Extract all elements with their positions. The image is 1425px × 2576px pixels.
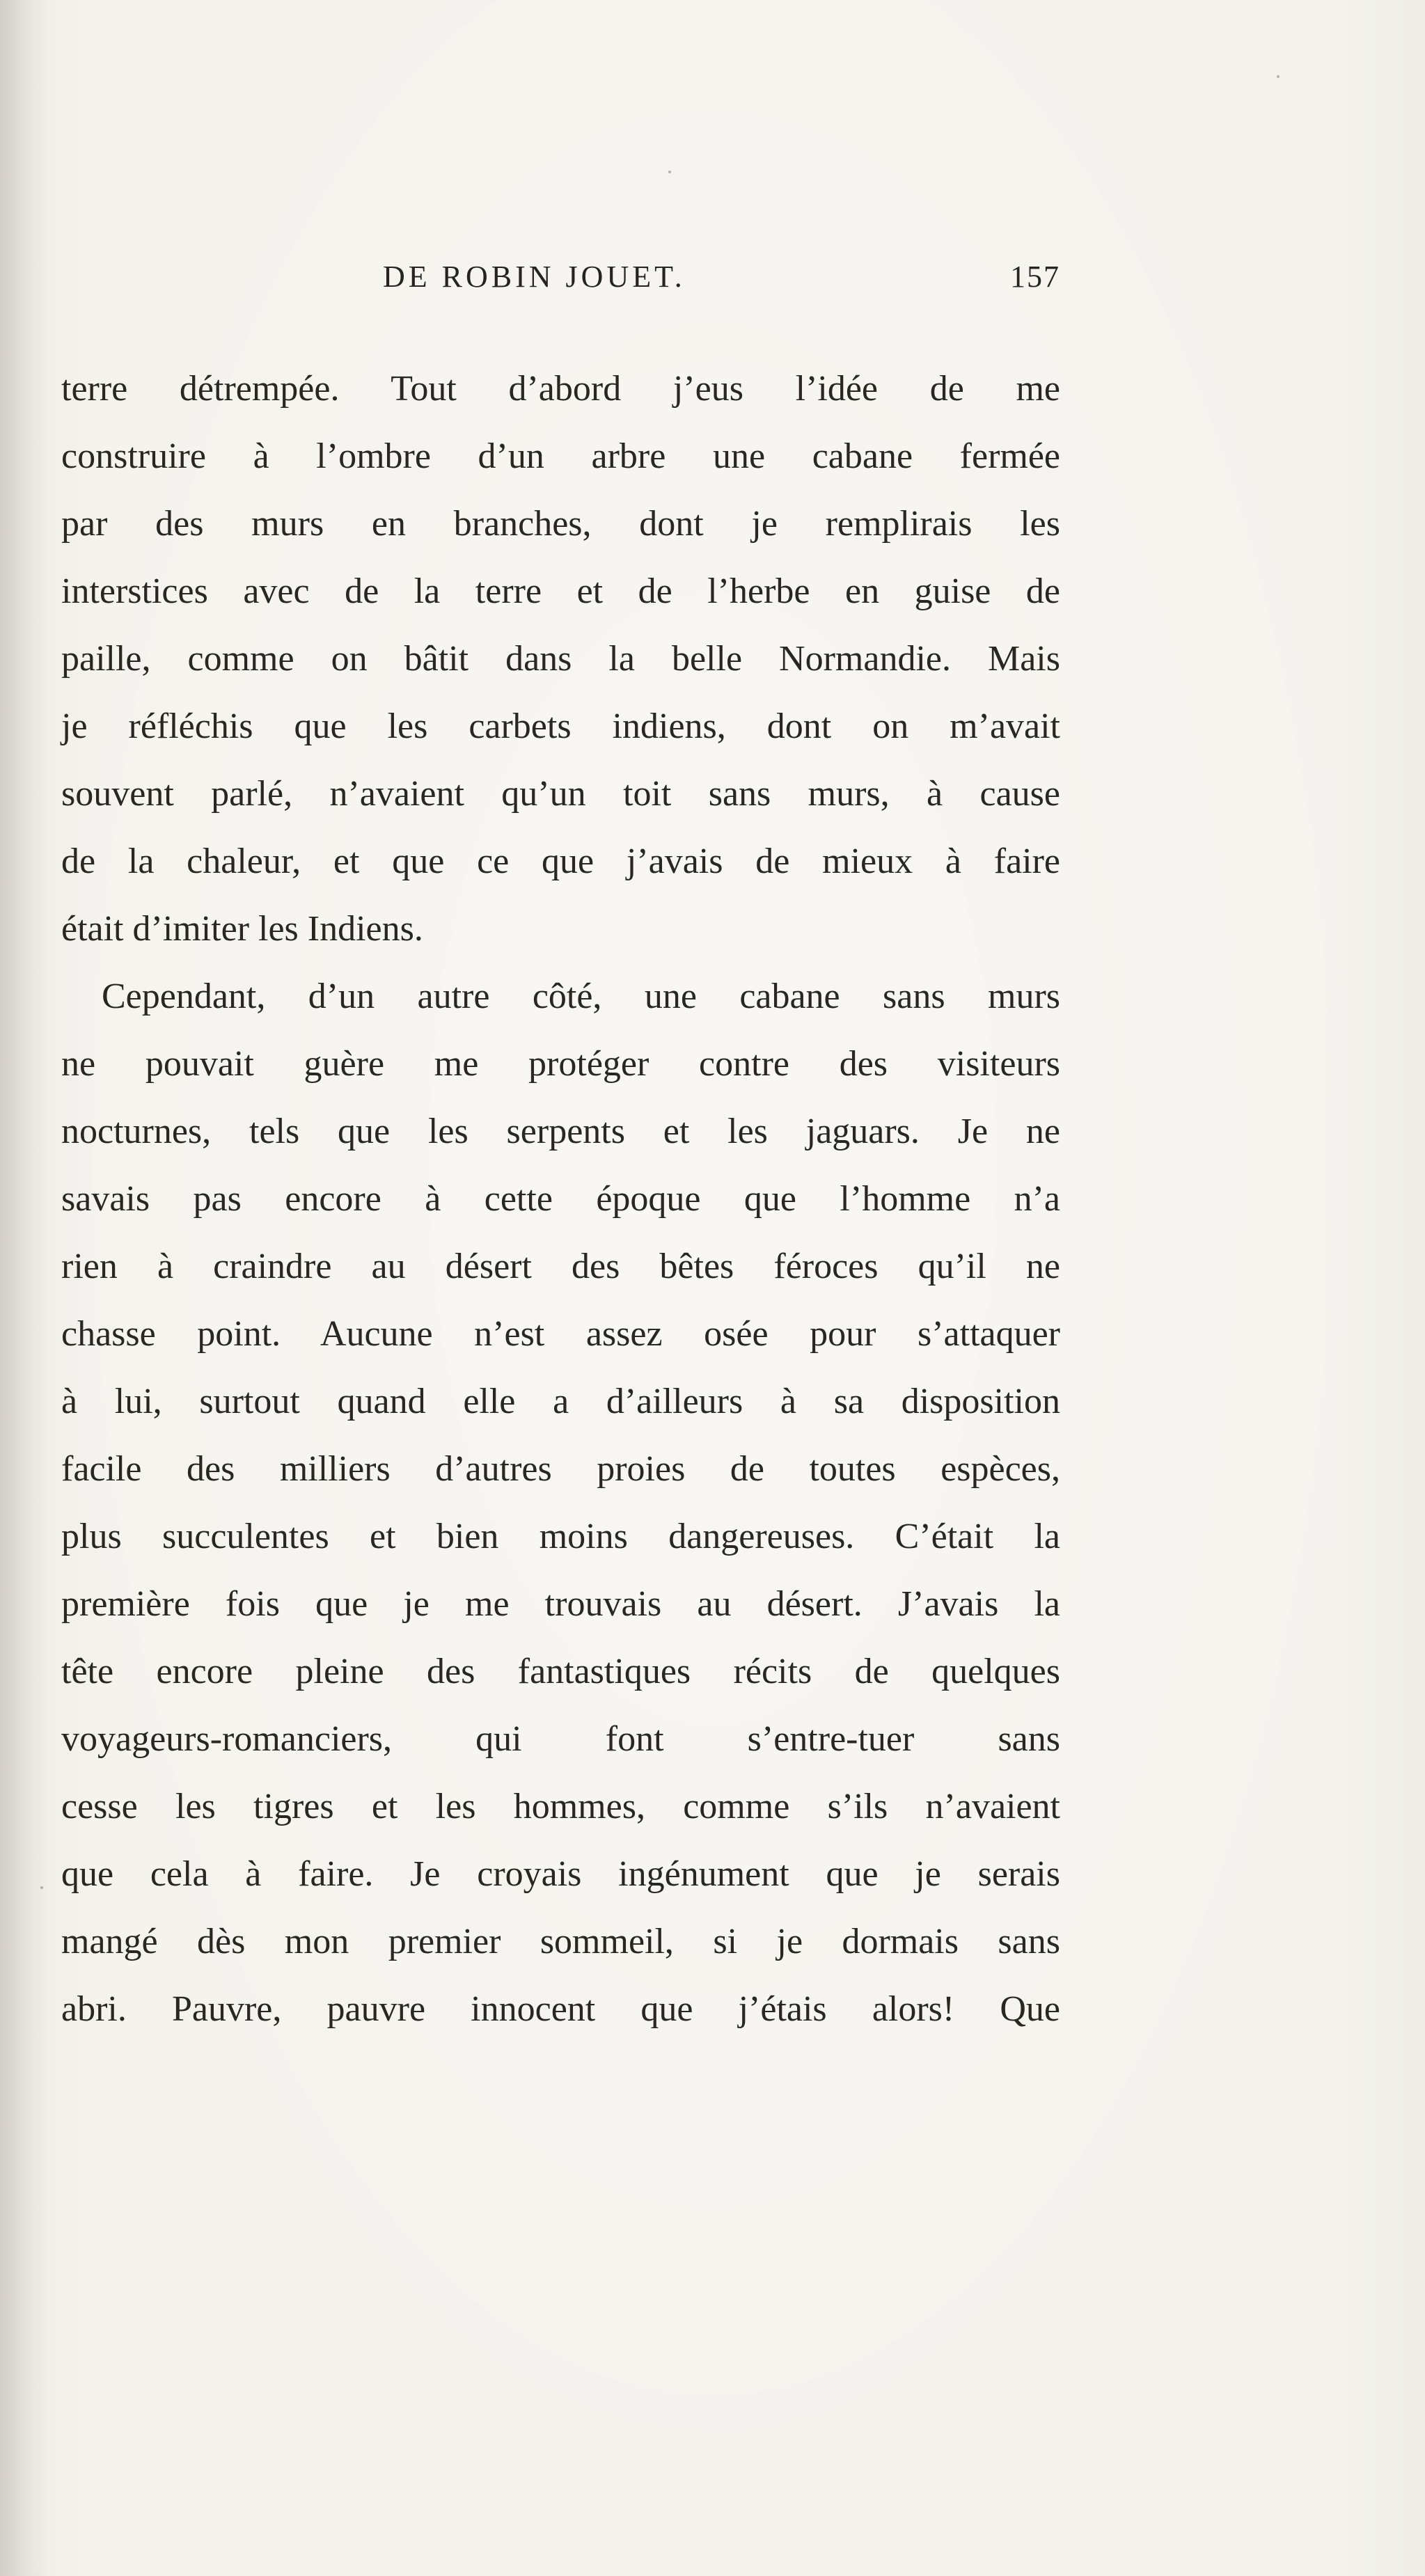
running-header <box>61 259 1060 301</box>
text-line: nocturnes, tels que les serpents et les jaguars. Je ne <box>61 1112 1060 1151</box>
text-line: abri. Pauvre, pauvre innocent que j’étais alors! Que <box>61 1989 1060 2029</box>
running-title: DE ROBIN JOUET. <box>383 260 686 294</box>
paper-speck <box>40 1886 43 1889</box>
text-line: ne pouvait guère me protéger contre des visiteurs <box>61 1044 1060 1084</box>
binding-shadow <box>0 0 49 2576</box>
text-line: rien à craindre au désert des bêtes féroces qu’il ne <box>61 1247 1060 1286</box>
text-line: plus succulentes et bien moins dangereuses. C’était la <box>61 1517 1060 1556</box>
paper-speck <box>1277 75 1280 78</box>
text-line: souvent parlé, n’avaient qu’un toit sans murs, à cause <box>61 774 1060 814</box>
text-line: terre détrempée. Tout d’abord j’eus l’idée de me <box>61 369 1060 409</box>
page-number: 157 <box>1010 260 1060 294</box>
text-line: facile des milliers d’autres proies de toutes espèces, <box>61 1449 1060 1489</box>
paragraph-end-line: était d’imiter les Indiens. <box>61 909 423 949</box>
text-line: paille, comme on bâtit dans la belle Normandie. Mais <box>61 639 1060 679</box>
text-line: savais pas encore à cette époque que l’homme n’a <box>61 1179 1060 1219</box>
text-line: je réfléchis que les carbets indiens, dont on m’avait <box>61 706 1060 746</box>
text-line: cesse les tigres et les hommes, comme s’ils n’avaient <box>61 1787 1060 1826</box>
paper-speck <box>668 171 671 173</box>
text-line: que cela à faire. Je croyais ingénument que je serais <box>61 1854 1060 1894</box>
text-line: à lui, surtout quand elle a d’ailleurs à sa disposition <box>61 1382 1060 1421</box>
text-line: chasse point. Aucune n’est assez osée pour s’attaquer <box>61 1314 1060 1354</box>
body-text <box>61 355 1060 2043</box>
text-line: mangé dès mon premier sommeil, si je dormais sans <box>61 1922 1060 1961</box>
text-line: construire à l’ombre d’un arbre une cabane fermée <box>61 436 1060 476</box>
text-line: interstices avec de la terre et de l’herbe en guise de <box>61 571 1060 611</box>
text-line: voyageurs-romanciers, qui font s’entre-tuer sans <box>61 1719 1060 1759</box>
text-line: de la chaleur, et que ce que j’avais de mieux à faire <box>61 841 1060 881</box>
text-line: tête encore pleine des fantastiques récits de quelques <box>61 1652 1060 1691</box>
paragraph-start-line: Cependant, d’un autre côté, une cabane sans murs <box>102 977 1060 1016</box>
text-line: par des murs en branches, dont je remplirais les <box>61 504 1060 544</box>
text-line: première fois que je me trouvais au désert. J’avais la <box>61 1584 1060 1624</box>
